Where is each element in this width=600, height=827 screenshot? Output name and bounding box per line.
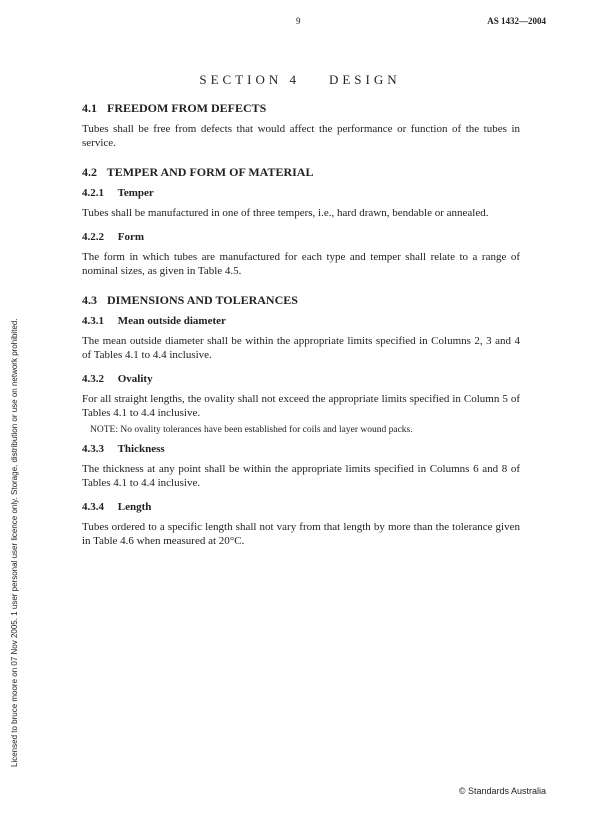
- subheading-number: 4.3.4: [82, 501, 104, 513]
- heading-number: 4.3: [82, 293, 97, 307]
- subheading-text: Length: [117, 501, 152, 513]
- heading-4-2-1: [82, 186, 520, 201]
- subheading-text: Temper: [117, 187, 154, 199]
- paragraph-4-2-1: Tubes shall be manufactured in one of three tempers, i.e., hard drawn, bendable or annealed.: [82, 207, 489, 219]
- paragraph-4-1: Tubes shall be free from defects that would affect the performance or function of the tubes in service.: [82, 123, 520, 149]
- heading-4-3-3: [82, 442, 520, 457]
- copyright-footer: © Standards Australia: [458, 786, 546, 796]
- heading-number: 4.1: [82, 101, 97, 115]
- heading-4-2: [82, 164, 520, 180]
- heading-4-3-1: [82, 314, 520, 329]
- document-body: [82, 100, 520, 558]
- heading-text: TEMPER AND FORM OF MATERIAL: [106, 165, 314, 179]
- note-4-3-2: NOTE: No ovality tolerances have been established for coils and layer wound packs.: [90, 425, 413, 435]
- section-title: SECTION 4 DESIGN: [199, 72, 401, 87]
- subheading-text: Thickness: [117, 443, 165, 455]
- heading-number: 4.2: [82, 165, 97, 179]
- paragraph-4-3-4: Tubes ordered to a specific length shall not vary from that length by more than the tolerance given in Table 4.6 when measured at 20°C.: [82, 521, 520, 547]
- subheading-text: Mean outside diameter: [117, 315, 226, 327]
- heading-4-3-4: [82, 500, 520, 515]
- license-watermark: Licensed to bruce moore on 07 Nov 2005. 1 user personal user licence only. Storage, distribution or use on network prohibited.: [10, 318, 19, 767]
- paragraph-4-3-1: The mean outside diameter shall be within the appropriate limits specified in Columns 2, 3 and 4 of Tables 4.1 to 4.4 inclusive.: [82, 335, 520, 361]
- subheading-text: Form: [117, 231, 145, 243]
- subheading-number: 4.3.3: [82, 443, 104, 455]
- document-code: AS 1432—2004: [487, 16, 546, 26]
- heading-text: FREEDOM FROM DEFECTS: [107, 101, 267, 115]
- subheading-number: 4.2.1: [82, 187, 104, 199]
- subheading-number: 4.2.2: [82, 231, 104, 243]
- page-number: 9: [296, 16, 301, 26]
- heading-4-3: [82, 292, 520, 308]
- heading-4-2-2: [82, 230, 520, 245]
- paragraph-4-3-2: For all straight lengths, the ovality shall not exceed the appropriate limits specified in Column 5 of Tables 4.1 to 4.4 inclusive.: [82, 393, 520, 419]
- heading-4-3-2: [82, 372, 520, 387]
- subheading-text: Ovality: [117, 373, 153, 385]
- paragraph-4-2-2: The form in which tubes are manufactured for each type and temper shall relate to a range of nominal sizes, as given in Table 4.5.: [82, 251, 520, 277]
- heading-4-1: [82, 100, 520, 116]
- heading-text: DIMENSIONS AND TOLERANCES: [107, 293, 298, 307]
- paragraph-4-3-3: The thickness at any point shall be within the appropriate limits specified in Columns 6 and 8 of Tables 4.1 to 4.4 inclusive.: [82, 463, 520, 489]
- subheading-number: 4.3.1: [82, 315, 104, 327]
- subheading-number: 4.3.2: [82, 373, 104, 385]
